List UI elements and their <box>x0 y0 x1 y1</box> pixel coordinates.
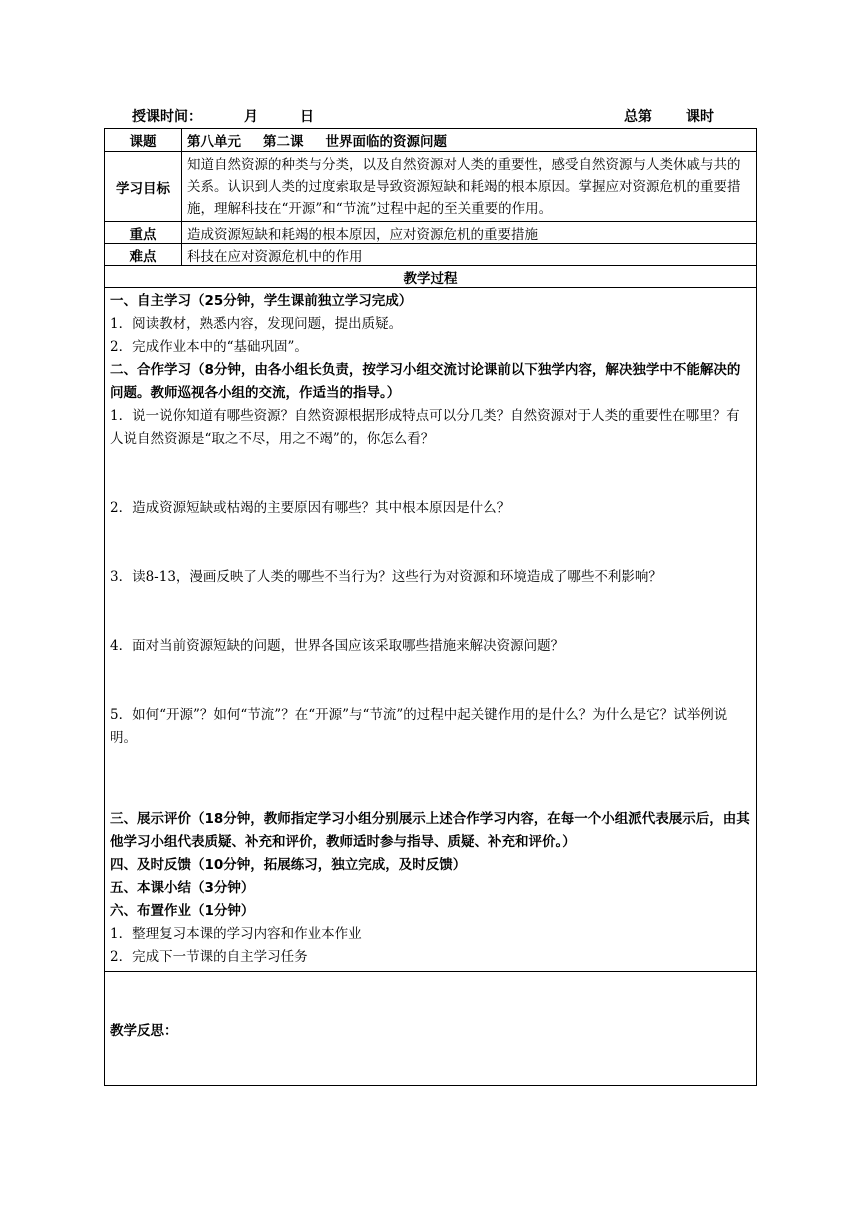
difficult-text: 科技在应对资源危机中的作用 <box>182 244 757 266</box>
topic-row <box>105 129 757 152</box>
lesson-header <box>118 106 738 128</box>
topic-label: 课题 <box>105 129 182 152</box>
reflection-row <box>105 972 757 1086</box>
topic-lesson: 第二课 <box>263 134 304 150</box>
lesson-count-label: 课时 <box>686 109 714 125</box>
homework-item-1: 1．整理复习本课的学习内容和作业本作业 <box>110 926 362 942</box>
topic-title: 世界面临的资源问题 <box>325 134 447 150</box>
process-header-row <box>105 266 757 288</box>
key-label: 重点 <box>105 222 182 244</box>
process-row <box>105 288 757 972</box>
reflection-label: 教学反思： <box>105 972 757 1086</box>
homework-heading: 六、布置作业（1分钟） <box>110 903 255 919</box>
cooperative-question-2: 2．造成资源短缺或枯竭的主要原因有哪些？其中根本原因是什么？ <box>110 500 511 516</box>
difficult-label: 难点 <box>105 244 182 266</box>
self-study-item-1: 1．阅读教材，熟悉内容，发现问题，提出质疑。 <box>110 316 403 332</box>
self-study-item-2: 2．完成作业本中的“基础巩固”。 <box>110 339 308 355</box>
presentation-heading: 三、展示评价（18分钟，教师指定学习小组分别展示上述合作学习内容，在每一个小组派代表展示后，由其他学习小组代表质疑、补充和评价，教师适时参与指导、质疑、补充和评价。） <box>110 811 750 850</box>
cooperative-question-1: 1．说一说你知道有哪些资源？自然资源根据形成特点可以分几类？自然资源对于人类的重要性在哪里？有人说自然资源是“取之不尽，用之不竭”的，你怎么看？ <box>110 408 740 447</box>
lesson-plan-table <box>104 128 757 1086</box>
feedback-heading: 四、及时反馈（10分钟，拓展练习，独立完成，及时反馈） <box>110 857 467 873</box>
topic-unit: 第八单元 <box>187 134 241 150</box>
cooperative-question-5: 5．如何“开源”？如何“节流”？在“开源”与“节流”的过程中起关键作用的是什么？为什么是它？试举例说明。 <box>110 707 728 746</box>
cooperative-question-4: 4．面对当前资源短缺的问题，世界各国应该采取哪些措施来解决资源问题？ <box>110 638 565 654</box>
key-text: 造成资源短缺和耗竭的根本原因，应对资源危机的重要措施 <box>182 222 757 244</box>
process-heading: 教学过程 <box>105 266 757 288</box>
key-row <box>105 222 757 244</box>
difficult-row <box>105 244 757 266</box>
total-label: 总第 <box>624 109 652 125</box>
process-content <box>105 288 757 972</box>
summary-heading: 五、本课小结（3分钟） <box>110 880 255 896</box>
day-label: 日 <box>300 109 314 125</box>
homework-item-2: 2．完成下一节课的自主学习任务 <box>110 949 308 965</box>
date-label: 授课时间： <box>132 109 202 125</box>
goal-label: 学习目标 <box>105 152 182 222</box>
cooperative-study-heading: 二、合作学习（8分钟，由各小组长负责，按学习小组交流讨论课前以下独学内容，解决独学中不能解决的问题。教师巡视各小组的交流，作适当的指导。） <box>110 362 741 401</box>
goal-row <box>105 152 757 222</box>
month-label: 月 <box>244 109 258 125</box>
topic-value <box>182 129 757 152</box>
self-study-heading: 一、自主学习（25分钟，学生课前独立学习完成） <box>110 293 413 309</box>
goal-text: 知道自然资源的种类与分类，以及自然资源对人类的重要性，感受自然资源与人类休戚与共的关系。认识到人类的过度索取是导致资源短缺和耗竭的根本原因。掌握应对资源危机的重要措施，理解科技在“开源”和“节流”过程中起的至关重要的作用。 <box>182 152 757 222</box>
cooperative-question-3: 3．读8-13，漫画反映了人类的哪些不当行为？这些行为对资源和环境造成了哪些不利影响？ <box>110 569 662 585</box>
